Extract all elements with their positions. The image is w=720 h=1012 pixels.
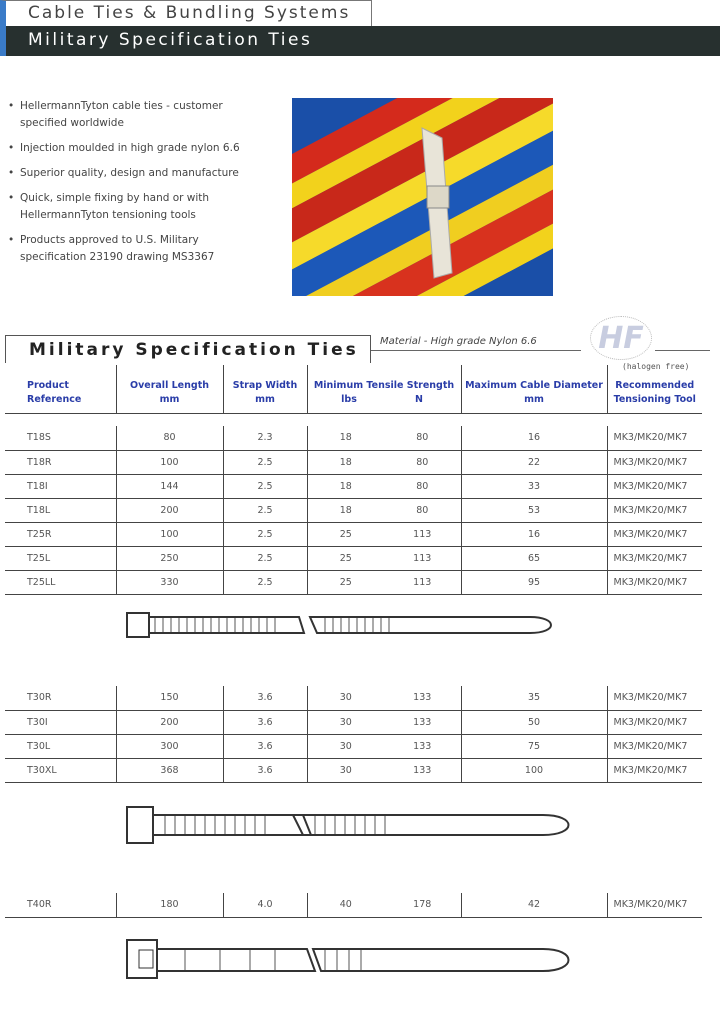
col-tensile-strength: Minimum Tensile Strength lbs N	[307, 365, 461, 413]
cable-tie-drawing	[125, 803, 570, 847]
table-row	[5, 893, 702, 917]
list-item: • Injection moulded in high grade nylon 6.6	[8, 140, 268, 157]
divider	[655, 350, 710, 351]
table-cell: 80	[116, 426, 223, 450]
table-cell: 330	[116, 570, 223, 594]
table-cell: 80	[384, 450, 461, 474]
spec-table-group-3	[5, 893, 702, 918]
table-cell: MK3/MK20/MK7	[607, 426, 702, 450]
spec-table-group-1	[5, 426, 702, 595]
table-cell: 35	[461, 686, 607, 710]
table-cell: MK3/MK20/MK7	[607, 450, 702, 474]
table-cell: T30XL	[5, 758, 116, 782]
table-cell: 150	[116, 686, 223, 710]
table-cell: 25	[307, 522, 384, 546]
spec-table-group-2	[5, 686, 702, 783]
table-row	[5, 474, 702, 498]
table-cell: 3.6	[223, 734, 307, 758]
table-cell: 113	[384, 570, 461, 594]
table-cell: MK3/MK20/MK7	[607, 522, 702, 546]
cable-tie-drawing	[125, 607, 560, 643]
table-cell: T30L	[5, 734, 116, 758]
table-cell: 75	[461, 734, 607, 758]
table-cell: MK3/MK20/MK7	[607, 893, 702, 917]
table-cell: 200	[116, 710, 223, 734]
product-photo	[292, 98, 553, 296]
table-cell: 2.5	[223, 498, 307, 522]
table-cell: 133	[384, 710, 461, 734]
feature-list	[8, 98, 268, 274]
col-product-reference: Product Reference	[5, 365, 116, 413]
table-cell: MK3/MK20/MK7	[607, 734, 702, 758]
table-cell: 18	[307, 498, 384, 522]
table-row	[5, 570, 702, 594]
table-cell: 2.5	[223, 474, 307, 498]
table-cell: 95	[461, 570, 607, 594]
table-row	[5, 686, 702, 710]
table-cell: T30R	[5, 686, 116, 710]
table-row	[5, 710, 702, 734]
table-cell: 42	[461, 893, 607, 917]
table-cell: 2.5	[223, 522, 307, 546]
table-cell: T30I	[5, 710, 116, 734]
table-cell: 16	[461, 522, 607, 546]
list-item: • HellermannTyton cable ties - customer specified worldwide	[8, 98, 268, 132]
cable-tie-drawing	[125, 936, 570, 982]
halogen-free-logo: HF	[590, 316, 652, 360]
table-row	[5, 450, 702, 474]
list-item: • Quick, simple fixing by hand or with HellermannTyton tensioning tools	[8, 190, 268, 224]
table-row	[5, 734, 702, 758]
table-cell: 368	[116, 758, 223, 782]
table-cell: 3.6	[223, 686, 307, 710]
table-cell: 30	[307, 758, 384, 782]
table-cell: 113	[384, 522, 461, 546]
table-cell: 22	[461, 450, 607, 474]
table-cell: 100	[116, 522, 223, 546]
table-cell: T18R	[5, 450, 116, 474]
page-title: Military Specification Ties	[0, 26, 720, 56]
table-cell: T18I	[5, 474, 116, 498]
col-tensioning-tool: Recommended Tensioning Tool	[607, 365, 702, 413]
table-cell: 4.0	[223, 893, 307, 917]
table-cell: 18	[307, 426, 384, 450]
table-cell: 3.6	[223, 758, 307, 782]
list-item: • Products approved to U.S. Military specification 23190 drawing MS3367	[8, 232, 268, 266]
material-note: Material - High grade Nylon 6.6	[380, 336, 537, 347]
table-row	[5, 498, 702, 522]
table-cell: T25L	[5, 546, 116, 570]
table-cell: 133	[384, 686, 461, 710]
table-cell: 100	[116, 450, 223, 474]
table-cell: 33	[461, 474, 607, 498]
table-cell: 30	[307, 686, 384, 710]
table-cell: 113	[384, 546, 461, 570]
table-cell: 200	[116, 498, 223, 522]
table-cell: 30	[307, 734, 384, 758]
table-row	[5, 546, 702, 570]
table-cell: MK3/MK20/MK7	[607, 758, 702, 782]
col-strap-width: Strap Width mm	[223, 365, 307, 413]
col-max-cable-diameter: Maximum Cable Diameter mm	[461, 365, 607, 413]
table-cell: T18S	[5, 426, 116, 450]
table-cell: 133	[384, 734, 461, 758]
table-cell: 18	[307, 474, 384, 498]
table-cell: 30	[307, 710, 384, 734]
table-cell: 144	[116, 474, 223, 498]
table-cell: MK3/MK20/MK7	[607, 710, 702, 734]
table-cell: 2.5	[223, 546, 307, 570]
table-row	[5, 426, 702, 450]
table-cell: 2.5	[223, 450, 307, 474]
table-row	[5, 522, 702, 546]
table-cell: MK3/MK20/MK7	[607, 570, 702, 594]
table-cell: MK3/MK20/MK7	[607, 686, 702, 710]
spec-table-header	[5, 365, 702, 414]
list-item: • Superior quality, design and manufacture	[8, 165, 268, 182]
table-cell: 100	[461, 758, 607, 782]
table-cell: 2.5	[223, 570, 307, 594]
table-cell: 180	[116, 893, 223, 917]
table-cell: 133	[384, 758, 461, 782]
table-cell: 3.6	[223, 710, 307, 734]
table-cell: 2.3	[223, 426, 307, 450]
col-overall-length: Overall Length mm	[116, 365, 223, 413]
table-cell: T25R	[5, 522, 116, 546]
table-cell: T18L	[5, 498, 116, 522]
table-cell: MK3/MK20/MK7	[607, 474, 702, 498]
table-title: Military Specification Ties	[5, 335, 371, 363]
divider	[371, 350, 581, 351]
table-cell: MK3/MK20/MK7	[607, 546, 702, 570]
table-cell: 25	[307, 546, 384, 570]
table-cell: 25	[307, 570, 384, 594]
table-cell: MK3/MK20/MK7	[607, 498, 702, 522]
table-cell: T40R	[5, 893, 116, 917]
table-row	[5, 758, 702, 782]
table-cell: 80	[384, 498, 461, 522]
section-header: Cable Ties & Bundling Systems	[0, 0, 372, 26]
table-cell: 250	[116, 546, 223, 570]
table-cell: 80	[384, 474, 461, 498]
table-cell: 40	[307, 893, 384, 917]
table-cell: 80	[384, 426, 461, 450]
table-cell: 65	[461, 546, 607, 570]
table-cell: T25LL	[5, 570, 116, 594]
table-cell: 50	[461, 710, 607, 734]
table-cell: 16	[461, 426, 607, 450]
halogen-free-caption: (halogen free)	[622, 362, 690, 371]
table-cell: 53	[461, 498, 607, 522]
table-cell: 18	[307, 450, 384, 474]
table-cell: 178	[384, 893, 461, 917]
table-cell: 300	[116, 734, 223, 758]
